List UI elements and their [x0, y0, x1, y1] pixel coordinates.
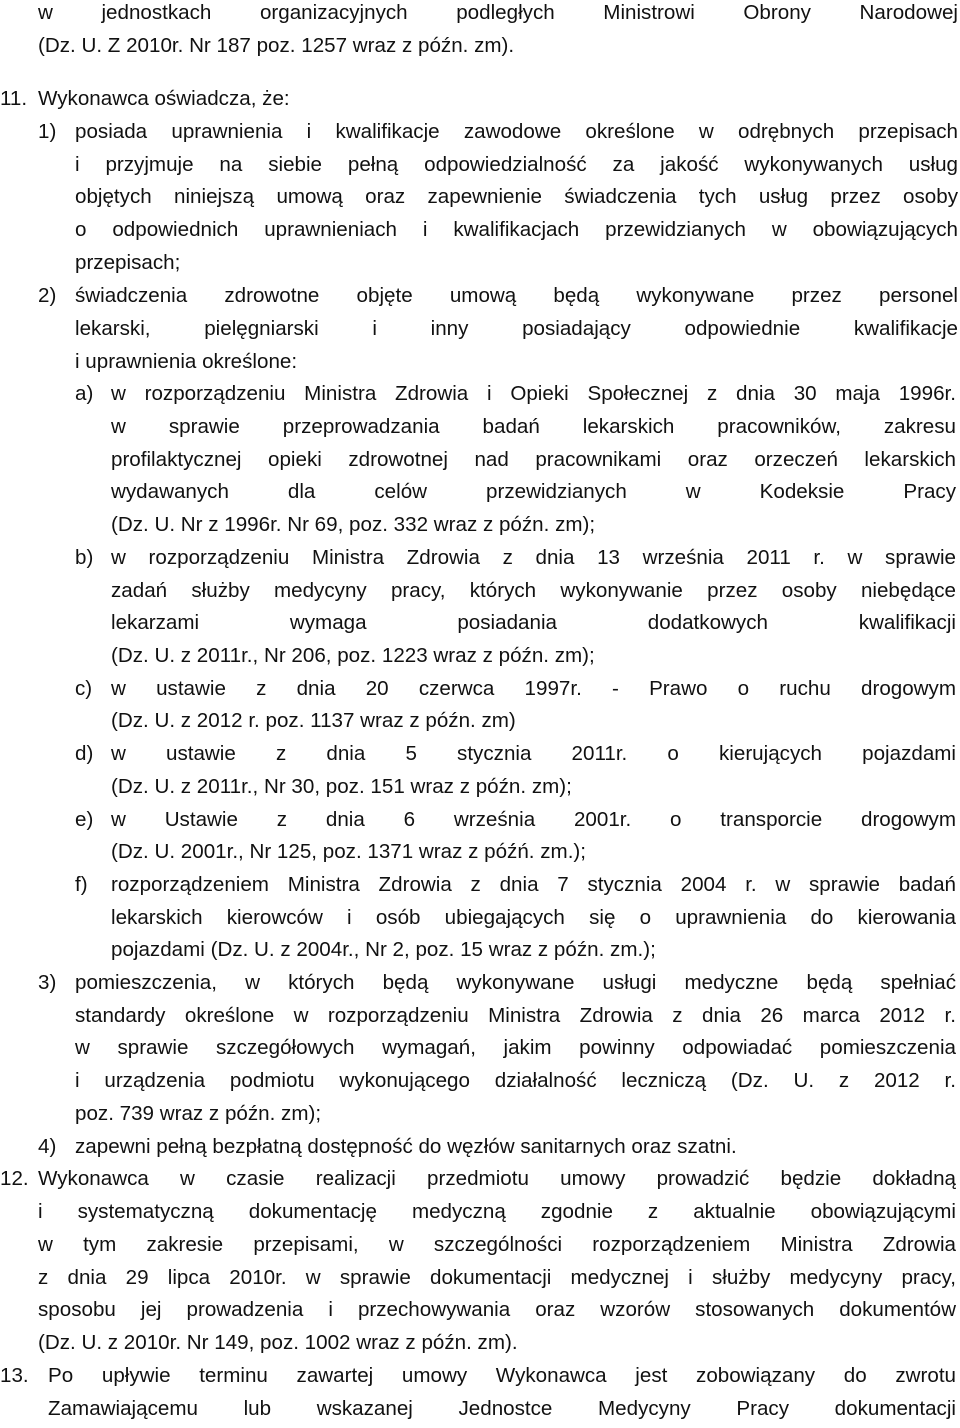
section-heading: Wykonawca oświadcza, że:: [38, 87, 290, 110]
section-line: (Dz. U. z 2010r. Nr 149, poz. 1002 wraz z późn. zm).: [38, 1331, 518, 1354]
item-line: standardy określone w rozporządzeniu Ministra Zdrowia z dnia 26 marca 2012 r.: [75, 1004, 956, 1027]
subitem-line: w ustawie z dnia 5 stycznia 2011r. o kierujących pojazdami: [111, 742, 956, 765]
subitem-line: wydawanych dla celów przewidzianych w Kodeksie Pracy: [111, 480, 956, 503]
subitem-line: (Dz. U. 2001r., Nr 125, poz. 1371 wraz z póź́ń. zm.);: [111, 840, 586, 863]
subitem-line: (Dz. U. z 2011r., Nr 206, poz. 1223 wraz z późn. zm);: [111, 644, 595, 667]
section-line: z dnia 29 lipca 2010r. w sprawie dokumentacji medycznej i służby medycyny pracy,: [38, 1266, 956, 1289]
subitem-line: profilaktycznej opieki zdrowotnej nad pracownikami oraz orzeczeń lekarskich: [111, 448, 956, 471]
section-line: i systematyczną dokumentację medyczną zgodnie z aktualnie obowiązującymi: [38, 1200, 956, 1223]
item-line: lekarski, pielęgniarski i inny posiadający odpowiednie kwalifikacje: [75, 317, 958, 340]
subitem-line: (Dz. U. z 2012 r. poz. 1137 wraz z późn. zm): [111, 709, 516, 732]
section-number: 12.: [0, 1167, 29, 1190]
item-number: 1): [38, 120, 57, 143]
subitem-line: lekarzami wymaga posiadania dodatkowych kwalifikacji: [111, 611, 956, 634]
subitem-line: zadań służby medycyny pracy, których wykonywanie przez osoby niebędące: [111, 579, 956, 602]
subitem-letter: d): [75, 742, 94, 765]
item-line: i przyjmuje na siebie pełną odpowiedzialność za jakość wykonywanych usług: [75, 153, 958, 176]
section-line: Zamawiającemu lub wskazanej Jednostce Medycyny Pracy dokumentacji: [48, 1397, 956, 1420]
item-line: objętych niniejszą umową oraz zapewnienie świadczenia tych usług przez osoby: [75, 185, 958, 208]
item-line: posiada uprawnienia i kwalifikacje zawodowe określone w odrębnych przepisach: [75, 120, 958, 143]
item-line: w sprawie szczegółowych wymagań, jakim powinny odpowiadać pomieszczenia: [75, 1036, 956, 1059]
subitem-line: w ustawie z dnia 20 czerwca 1997r. - Prawo o ruchu drogowym: [111, 677, 956, 700]
subitem-line: w rozporządzeniu Ministra Zdrowia z dnia 13 września 2011 r. w sprawie: [111, 546, 956, 569]
paragraph-line: (Dz. U. Z 2010r. Nr 187 poz. 1257 wraz z późn. zm).: [38, 34, 515, 57]
item-line: i uprawnienia określone:: [75, 350, 298, 373]
item-line: poz. 739 wraz z późn. zm);: [75, 1102, 322, 1125]
subitem-line: rozporządzeniem Ministra Zdrowia z dnia 7 stycznia 2004 r. w sprawie badań: [111, 873, 956, 896]
section-number: 13.: [0, 1364, 29, 1387]
subitem-line: lekarskich kierowców i osób ubiegających się o uprawnienia do kierowania: [111, 906, 956, 929]
subitem-letter: f): [75, 873, 88, 896]
subitem-letter: c): [75, 677, 93, 700]
item-line: zapewni pełną bezpłatną dostępność do węzłów sanitarnych oraz szatni.: [75, 1135, 737, 1158]
subitem-line: (Dz. U. z 2011r., Nr 30, poz. 151 wraz z późn. zm);: [111, 775, 572, 798]
item-line: o odpowiednich uprawnieniach i kwalifikacjach przewidzianych w obowiązujących: [75, 218, 958, 241]
item-number: 2): [38, 284, 57, 307]
subitem-letter: b): [75, 546, 94, 569]
item-number: 4): [38, 1135, 57, 1158]
section-line: Wykonawca w czasie realizacji przedmiotu umowy prowadzić będzie dokładną: [38, 1167, 956, 1190]
paragraph-line: w jednostkach organizacyjnych podległych Ministrowi Obrony Narodowej: [38, 1, 958, 24]
subitem-line: w sprawie przeprowadzania badań lekarskich pracowników, zakresu: [111, 415, 956, 438]
subitem-line: w rozporządzeniu Ministra Zdrowia i Opieki Społecznej z dnia 30 maja 1996r.: [111, 382, 956, 405]
section-line: Po upływie terminu zawartej umowy Wykonawca jest zobowiązany do zwrotu: [48, 1364, 956, 1387]
subitem-line: (Dz. U. Nr z 1996r. Nr 69, poz. 332 wraz z późn. zm);: [111, 513, 596, 536]
item-line: świadczenia zdrowotne objęte umową będą wykonywane przez personel: [75, 284, 958, 307]
subitem-letter: a): [75, 382, 94, 405]
item-number: 3): [38, 971, 57, 994]
subitem-line: pojazdami (Dz. U. z 2004r., Nr 2, poz. 15 wraz z późn. zm.);: [111, 938, 656, 961]
section-number: 11.: [0, 87, 28, 110]
item-line: pomieszczenia, w których będą wykonywane usługi medyczne będą spełniać: [75, 971, 956, 994]
section-line: sposobu jej prowadzenia i przechowywania oraz wzorów stosowanych dokumentów: [38, 1298, 956, 1321]
section-line: w tym zakresie przepisami, w szczególności rozporządzeniem Ministra Zdrowia: [38, 1233, 956, 1256]
subitem-letter: e): [75, 808, 94, 831]
item-line: i urządzenia podmiotu wykonującego działalność leczniczą (Dz. U. z 2012 r.: [75, 1069, 956, 1092]
item-line: przepisach;: [75, 251, 181, 274]
subitem-line: w Ustawie z dnia 6 września 2001r. o transporcie drogowym: [111, 808, 956, 831]
